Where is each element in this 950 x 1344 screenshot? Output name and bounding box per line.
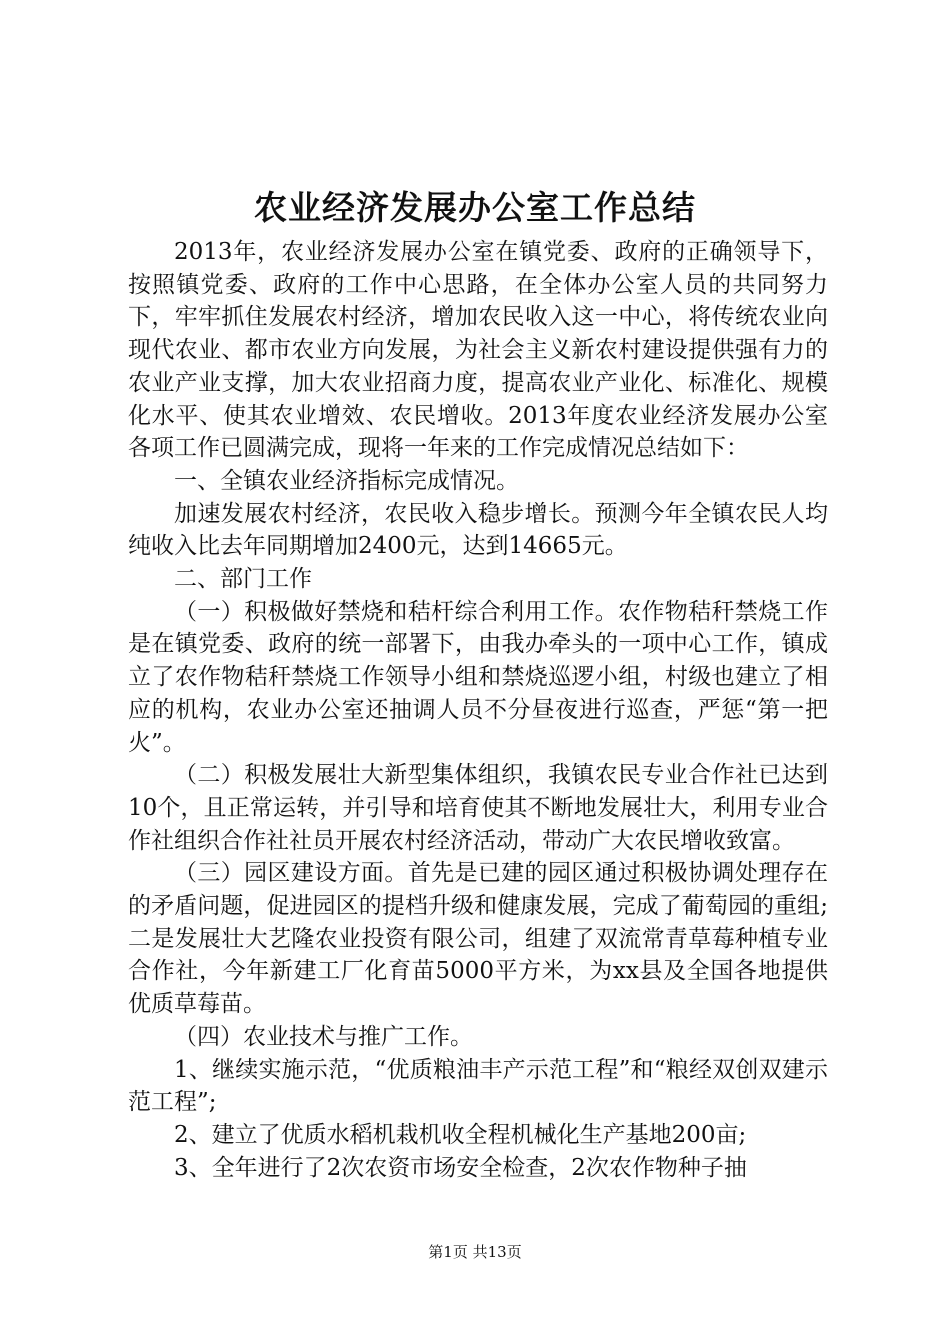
document-body — [128, 236, 828, 1184]
list-item-2: 2、建立了优质水稻机栽机收全程机械化生产基地200亩; — [174, 1121, 747, 1148]
paragraph-item-2: （二）积极发展壮大新型集体组织，我镇农民专业合作社已达到10个，且正常运转，并引导和培育使其不断地发展壮大，利用专业合作社组织合作社社员开展农村经济活动，带动广大农民增收致富。 — [128, 762, 828, 854]
paragraph-item-3: （三）园区建设方面。首先是已建的园区通过积极协调处理存在的矛盾问题，促进园区的提档升级和健康发展，完成了葡萄园的重组;二是发展壮大艺隆农业投资有限公司，组建了双流常青草莓种植专业合作社，今年新建工厂化育苗5000平方米，为xx县及全国各地提供优质草莓苗。 — [128, 860, 828, 1018]
section-heading-1: 一、全镇农业经济指标完成情况。 — [174, 467, 519, 494]
page-footer: 第1页 共13页 — [428, 1243, 522, 1261]
paragraph-intro: 2013年，农业经济发展办公室在镇党委、政府的正确领导下，按照镇党委、政府的工作中心思路，在全体办公室人员的共同努力下，牢牢抓住发展农村经济，增加农民收入这一中心，将传统农业向现代农业、都市农业方向发展，为社会主义新农村建设提供强有力的农业产业支撑，加大农业招商力度，提高农业产业化、标准化、规模化水平、使其农业增效、农民增收。2013年度农业经济发展办公室各项工作已圆满完成，现将一年来的工作完成情况总结如下： — [128, 239, 828, 462]
list-item-3: 3、全年进行了2次农资市场安全检查，2次农作物种子抽 — [174, 1154, 747, 1181]
paragraph-item-4-heading: （四）农业技术与推广工作。 — [174, 1023, 473, 1050]
paragraph-item-1: （一）积极做好禁烧和秸杆综合利用工作。农作物秸秆禁烧工作是在镇党委、政府的统一部署下，由我办牵头的一项中心工作，镇成立了农作物秸秆禁烧工作领导小组和禁烧巡逻小组，村级也建立了相应的机构，农业办公室还抽调人员不分昼夜进行巡查，严惩“第一把火”。 — [128, 598, 828, 756]
paragraph-income: 加速发展农村经济，农民收入稳步增长。预测今年全镇农民人均纯收入比去年同期增加2400元，达到14665元。 — [128, 500, 828, 560]
document-title: 农业经济发展办公室工作总结 — [254, 188, 696, 227]
list-item-1: 1、继续实施示范，“优质粮油丰产示范工程”和“粮经双创双建示范工程”; — [128, 1056, 828, 1116]
section-heading-2: 二、部门工作 — [174, 566, 312, 593]
